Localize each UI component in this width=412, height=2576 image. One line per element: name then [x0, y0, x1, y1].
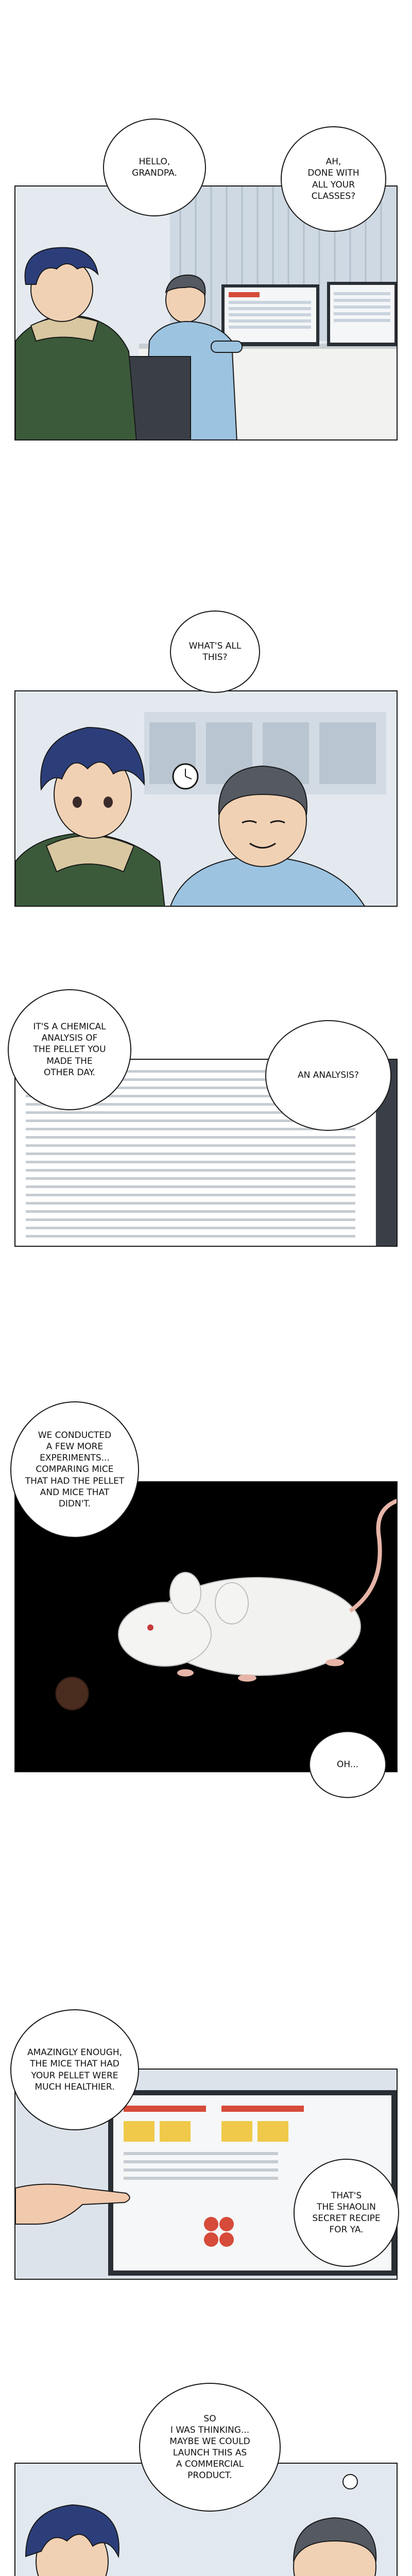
speech-bubble-experiments: WE CONDUCTED A FEW MORE EXPERIMENTS... COMPARING MICE THAT HAD THE PELLET AND MICE THAT DIDN'T.	[10, 1401, 139, 1538]
speech-bubble-an-analysis: AN ANALYSIS?	[265, 1020, 391, 1131]
wall-clock	[173, 764, 198, 789]
speech-bubble-oh: OH...	[309, 1731, 386, 1798]
speech-bubble-hello: HELLO, GRANDPA.	[103, 118, 206, 216]
speech-bubble-classes: AH, DONE WITH ALL YOUR CLASSES?	[281, 126, 386, 232]
speech-bubble-healthier: AMAZINGLY ENOUGH, THE MICE THAT HAD YOUR PELLET WERE MUCH HEALTHIER.	[10, 2009, 139, 2130]
monitor-right	[327, 282, 397, 346]
speech-bubble-commercial-product: SO I WAS THINKING... MAYBE WE COULD LAUNCH THIS AS A COMMERCIAL PRODUCT.	[139, 2383, 281, 2512]
pellet	[56, 1677, 89, 1710]
panel-closeup	[14, 690, 398, 907]
monitor-left	[221, 284, 319, 346]
speech-bubble-whats-all-this: WHAT'S ALL THIS?	[170, 611, 260, 693]
chair	[129, 357, 191, 440]
speech-bubble-shaolin-recipe: THAT'S THE SHAOLIN SECRET RECIPE FOR YA.	[294, 2159, 399, 2267]
speech-bubble-chemical-analysis: IT'S A CHEMICAL ANALYSIS OF THE PELLET YOU MADE THE OTHER DAY.	[8, 989, 131, 1110]
closeup-scene	[15, 691, 398, 907]
